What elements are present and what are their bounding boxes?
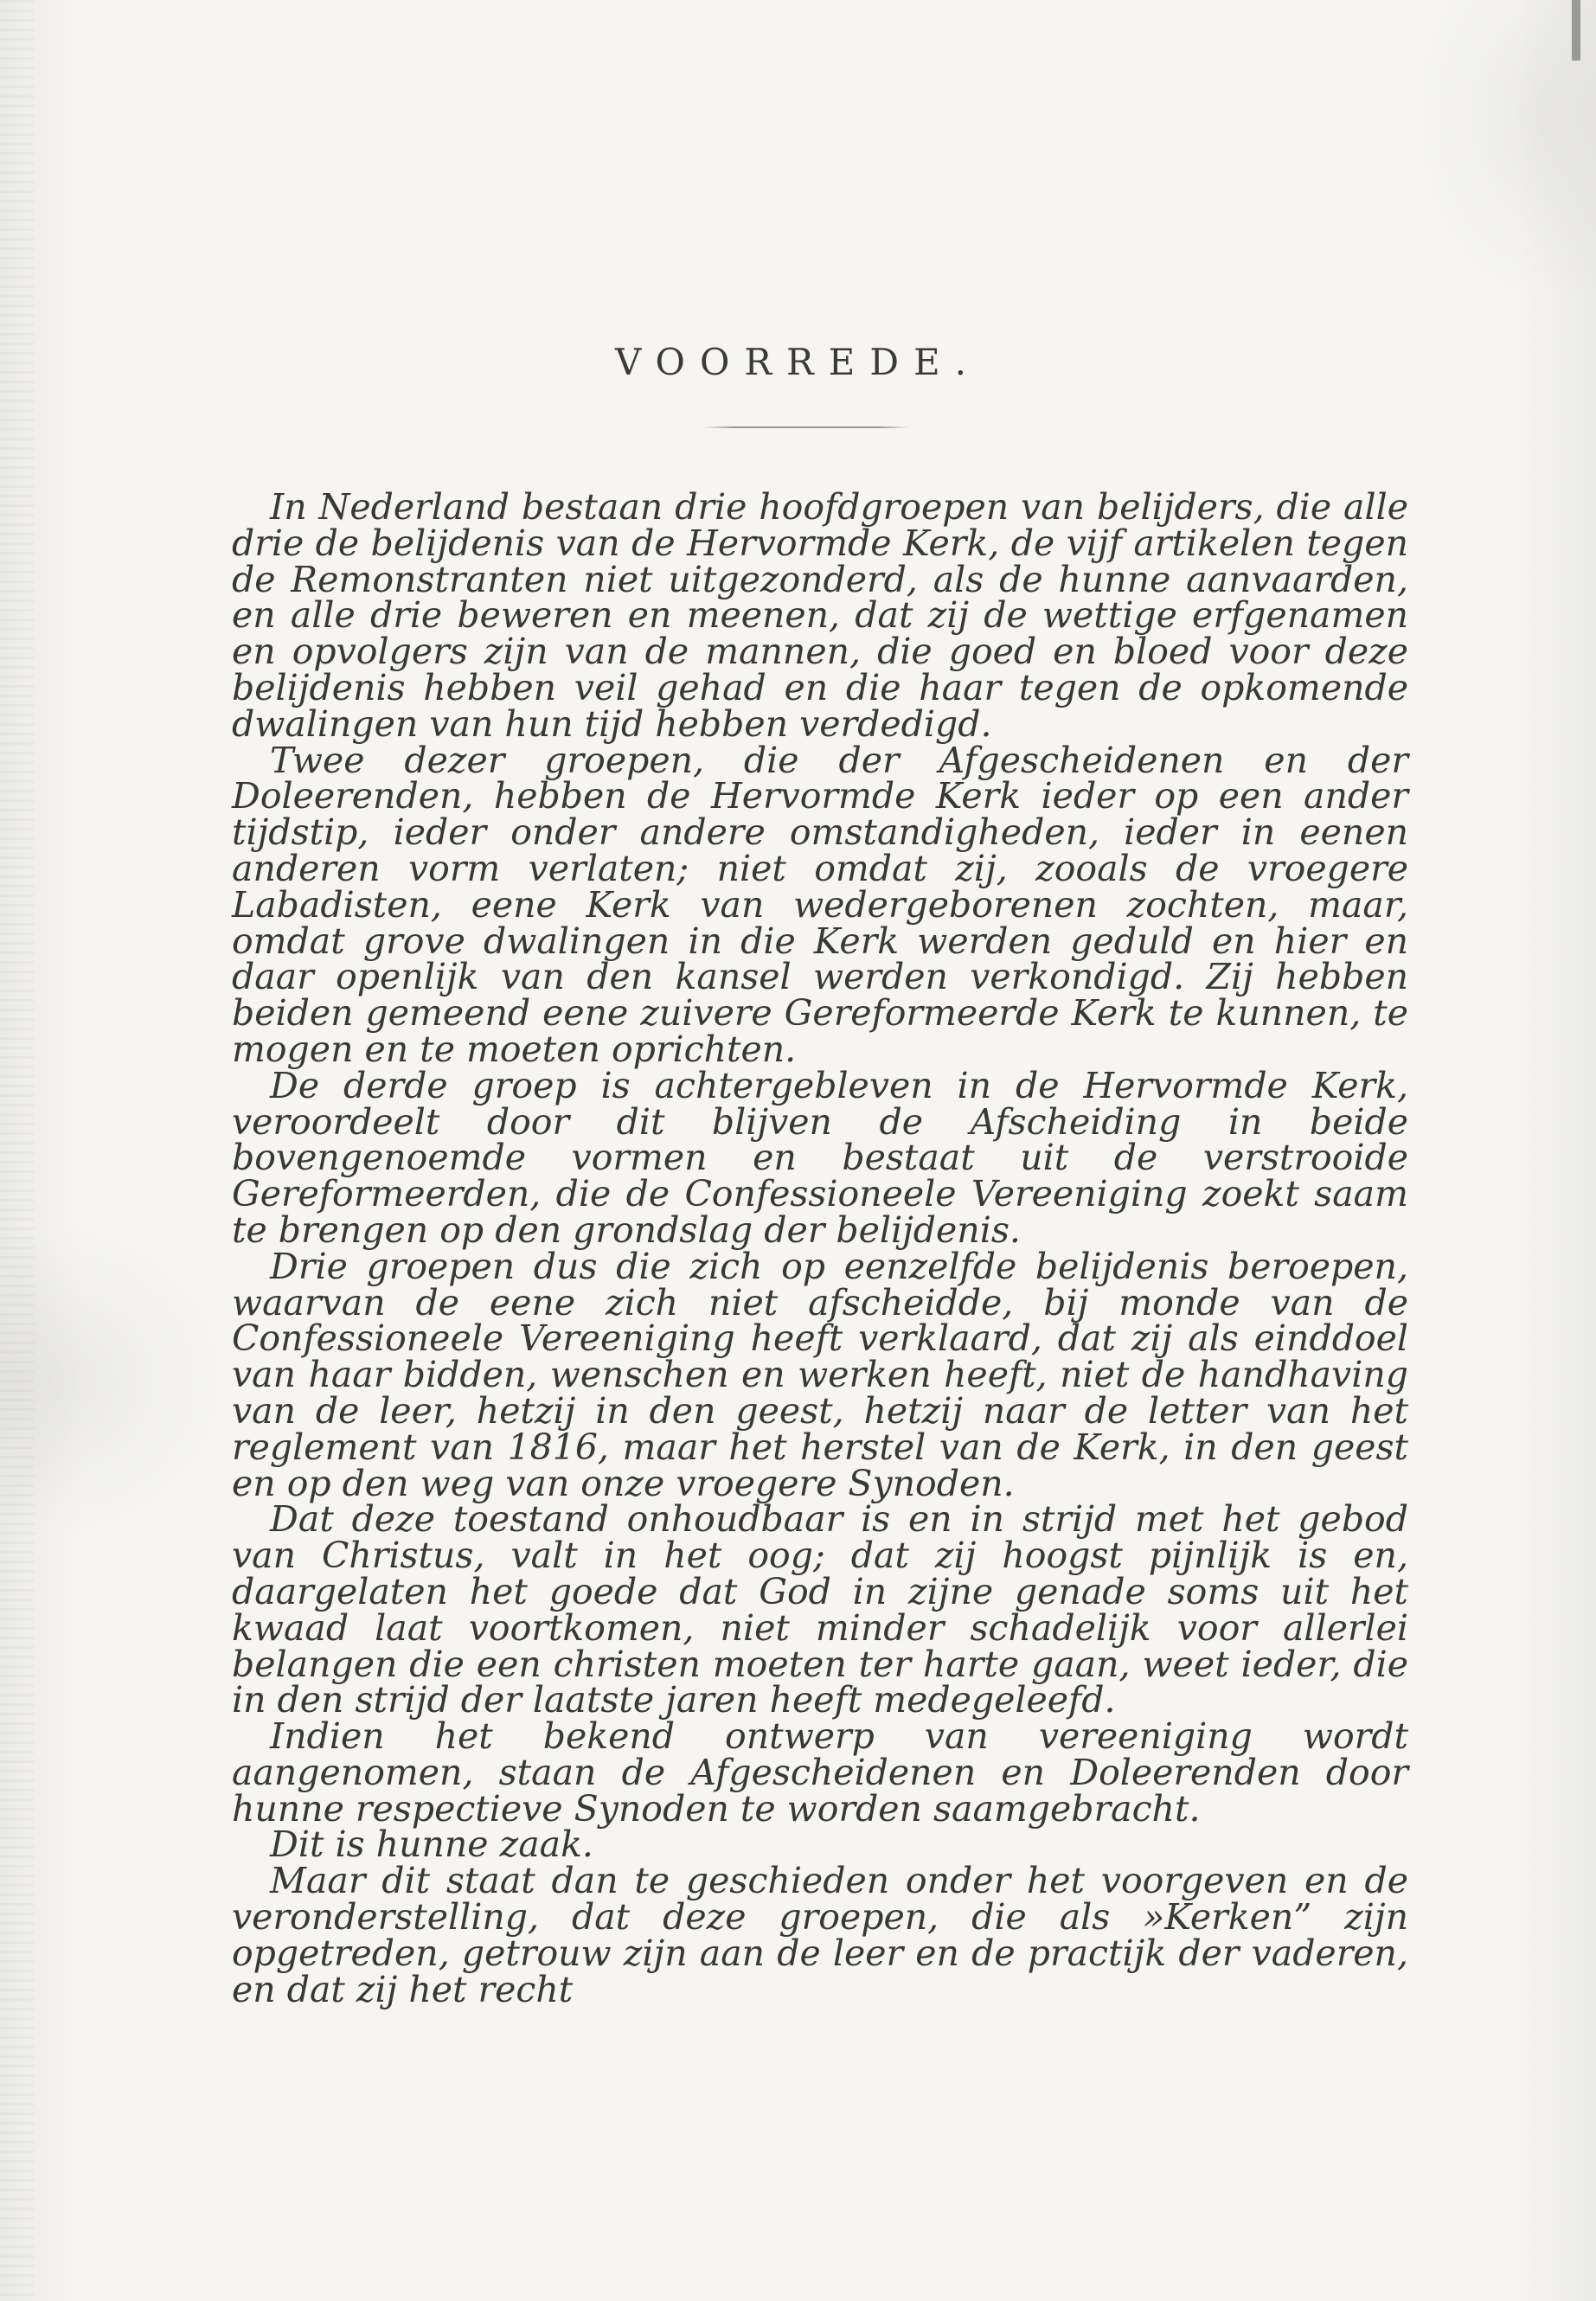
paragraph-7: Dit is hunne zaak. bbox=[270, 1823, 593, 1866]
page-title: VOORREDE. bbox=[614, 341, 982, 384]
page-corner-mark bbox=[1572, 0, 1580, 61]
paragraph-4: Drie groepen dus die zich op eenzelfde belijdenis beroepen, waarvan de eene zich niet afscheidde, bij monde van de Confessioneele Vereeniging heeft verklaard, dat zij als einddoel van haar bidden, wenschen en werken heeft, niet de handhaving van de leer, hetzij in den geest, hetzij naar de letter van het reglement van 1816, maar het herstel van de Kerk, in den geest en op den weg van onze vroegere Synoden. bbox=[232, 1245, 1408, 1504]
paragraph-3: De derde groep is achtergebleven in de Hervormde Kerk, veroordeelt door dit blijven de Afscheiding in beide bovengenoemde vormen en bestaat uit de verstrooide Gereformeerden, die de Confessioneele Vereeniging zoekt saam te brengen op den grondslag der belijdenis. bbox=[232, 1064, 1408, 1251]
paragraph-1: In Nederland bestaan drie hoofdgroepen van belijders, die alle drie de belijdenis van de Hervormde Kerk, de vijf artikelen tegen de Remonstranten niet uitgezonderd, als de hunne aanvaarden, en alle drie beweren en meenen, dat zij de wettige erfgenamen en opvolgers zijn van de mannen, die goed en bloed voor deze belijdenis hebben veil gehad en die haar tegen de opkomende dwalingen van hun tijd hebben verdedigd. bbox=[232, 486, 1408, 745]
paragraph-5: Dat deze toestand onhoudbaar is en in strijd met het gebod van Christus, valt in het oog; dat zij hoogst pijnlijk is en, daargelaten het goede dat God in zijne genade soms uit het kwaad laat voortkomen, niet minder schadelijk voor allerlei belangen die een christen moeten ter harte gaan, weet ieder, die in den strijd der laatste jaren heeft medegeleefd. bbox=[232, 1498, 1408, 1721]
body-text bbox=[232, 486, 1408, 2010]
paragraph-6: Indien het bekend ontwerp van vereeniging wordt aangenomen, staan de Afgescheidenen en Doleerenden door hunne respectieve Synoden te worden saamgebracht. bbox=[232, 1715, 1408, 1830]
title-divider bbox=[702, 426, 910, 428]
paragraph-8: Maar dit staat dan te geschieden onder het voorgeven en de veronderstelling, dat deze groepen, die als »Kerken” zijn opgetreden, getrouw zijn aan de leer en de practijk der vaderen, en dat zij het recht bbox=[232, 1860, 1408, 2010]
paragraph-2: Twee dezer groepen, die der Afgescheidenen en der Doleerenden, hebben de Hervormde Kerk ieder op een ander tijdstip, ieder onder andere omstandigheden, ieder in eenen anderen vorm verlaten; niet omdat zij, zooals de vroegere Labadisten, eene Kerk van wedergeborenen zochten, maar, omdat grove dwalingen in die Kerk werden geduld en hier en daar openlijk van den kansel werden verkondigd. Zij hebben beiden gemeend eene zuivere Gereformeerde Kerk te kunnen, te mogen en te moeten oprichten. bbox=[232, 739, 1408, 1070]
